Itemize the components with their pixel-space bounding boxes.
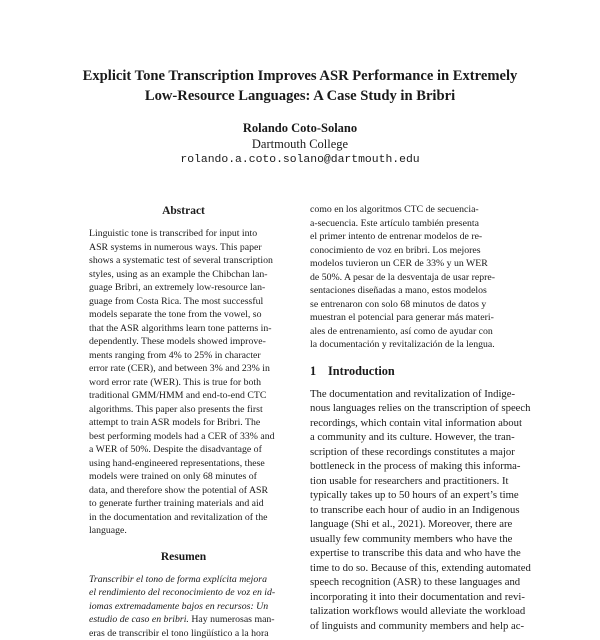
author-email[interactable]: rolando.a.coto.solano@dartmouth.edu — [100, 152, 500, 168]
introduction-line: scription of these recordings constitutes a major — [310, 445, 541, 460]
abstract-line: a WER of 50%. Despite the disadvantage of — [89, 443, 278, 457]
abstract-line: ments ranging from 4% to 25% in character — [89, 349, 278, 363]
introduction-line: incorporating it into their documentation and revi- — [310, 590, 541, 605]
resumen-line: muestran el potencial para generar más materi- — [310, 311, 541, 325]
abstract-line: algorithms. This paper also presents the first — [89, 403, 278, 417]
resumen-line: a-secuencia. Este artículo también presenta — [310, 217, 541, 231]
resumen-title-line: iomas extremadamente bajos en recursos: Un — [89, 600, 278, 614]
introduction-line: bottleneck in the process of making this informa- — [310, 459, 541, 474]
resumen-title-line: el rendimiento del reconocimiento de voz en id- — [89, 586, 278, 600]
abstract-line: data, and therefore show the potential of ASR — [89, 484, 278, 498]
abstract-line: to generate further training materials and aid — [89, 497, 278, 511]
abstract-line: models separate the tone from the vowel, so — [89, 308, 278, 322]
abstract-line: ASR systems in numerous ways. This paper — [89, 241, 278, 255]
resumen-text: Hay numerosas man- — [189, 614, 275, 625]
abstract-line: error rate (CER), and between 3% and 23% in — [89, 362, 278, 376]
abstract-line: language. — [89, 524, 278, 538]
resumen-line: el primer intento de entrenar modelos de re- — [310, 230, 541, 244]
abstract-line: attempt to train ASR models for Bribri. The — [89, 416, 278, 430]
resumen-body — [89, 573, 278, 640]
resumen-continued — [310, 203, 541, 352]
abstract-line: using hand-engineered representations, these — [89, 457, 278, 471]
introduction-line: nous languages relies on the transcription of speech — [310, 401, 541, 416]
abstract-line: guage from Costa Rica. The most successful — [89, 295, 278, 309]
resumen-text-line: eras de transcribir el tono lingüístico a la hora — [89, 627, 278, 640]
introduction-line: to transcribe each hour of audio in an Indigenous — [310, 503, 541, 518]
author-name: Rolando Coto-Solano — [100, 120, 500, 136]
resumen-line: modelos tuvieron un CER de 33% y un WER — [310, 257, 541, 271]
abstract-line: guage Bribri, an extremely low-resource lan- — [89, 281, 278, 295]
introduction-line: time to do so. Because of this, extending automated — [310, 561, 541, 576]
section-title: Introduction — [328, 364, 395, 378]
resumen-line: se entrenaron con solo 68 minutos de datos y — [310, 298, 541, 312]
paper-title — [60, 66, 540, 106]
introduction-line: expertise to transcribe this data and who have the — [310, 546, 541, 561]
introduction-line: a community and its culture. However, the tran- — [310, 430, 541, 445]
right-column — [310, 203, 541, 633]
resumen-line: la documentación y revitalización de la lengua. — [310, 338, 541, 352]
title-line: Low-Resource Languages: A Case Study in Bribri — [60, 86, 540, 106]
abstract-line: shows a systematic test of several transcription — [89, 254, 278, 268]
author-block — [100, 120, 500, 168]
abstract-line: models were trained on only 68 minutes of — [89, 470, 278, 484]
abstract-line: in the documentation and revitalization of the — [89, 511, 278, 525]
introduction-line: speech recognition (ASR) to these languages and — [310, 575, 541, 590]
abstract-body — [89, 227, 278, 538]
resumen-line: sentaciones diseñadas a mano, estos modelos — [310, 284, 541, 298]
abstract-heading: Abstract — [89, 203, 278, 219]
resumen-line: de 50%. A pesar de la desventaja de usar repre- — [310, 271, 541, 285]
introduction-line: of linguists and community members and help ac- — [310, 619, 541, 634]
abstract-line: best performing models had a CER of 33% and — [89, 430, 278, 444]
resumen-title-line: Transcribir el tono de forma explícita mejora — [89, 573, 278, 587]
resumen-line: ales de entrenamiento, así como de ayudar con — [310, 325, 541, 339]
introduction-line: tion usable for researchers and practitioners. It — [310, 474, 541, 489]
introduction-line: usually few community members who have the — [310, 532, 541, 547]
resumen-line: como en los algoritmos CTC de secuencia- — [310, 203, 541, 217]
introduction-line: recordings, which contain vital information about — [310, 416, 541, 431]
abstract-line: that the ASR algorithms learn tone patterns in- — [89, 322, 278, 336]
resumen-line: conocimiento de voz en bribri. Los mejores — [310, 244, 541, 258]
section-number: 1 — [310, 363, 328, 379]
abstract-line: Linguistic tone is transcribed for input into — [89, 227, 278, 241]
abstract-line: dependently. These models showed improve- — [89, 335, 278, 349]
resumen-title-line: estudio de caso en bribri. — [89, 614, 189, 625]
introduction-line: talization workflows would alleviate the workload — [310, 604, 541, 619]
introduction-line: language (Shi et al., 2021). Moreover, there are — [310, 517, 541, 532]
left-column — [89, 203, 278, 640]
introduction-line: The documentation and revitalization of Indige- — [310, 387, 541, 402]
introduction-line: typically takes up to 50 hours of an expert’s time — [310, 488, 541, 503]
introduction-body — [310, 387, 541, 634]
title-line: Explicit Tone Transcription Improves ASR Performance in Extremely — [60, 66, 540, 86]
author-affiliation: Dartmouth College — [100, 136, 500, 152]
abstract-line: styles, using as an example the Chibchan lan- — [89, 268, 278, 282]
abstract-line: word error rate (WER). This is true for both — [89, 376, 278, 390]
abstract-line: traditional GMM/HMM and end-to-end CTC — [89, 389, 278, 403]
resumen-heading: Resumen — [89, 549, 278, 565]
section-heading-introduction — [310, 363, 541, 379]
resumen-mixed-line — [89, 613, 278, 627]
